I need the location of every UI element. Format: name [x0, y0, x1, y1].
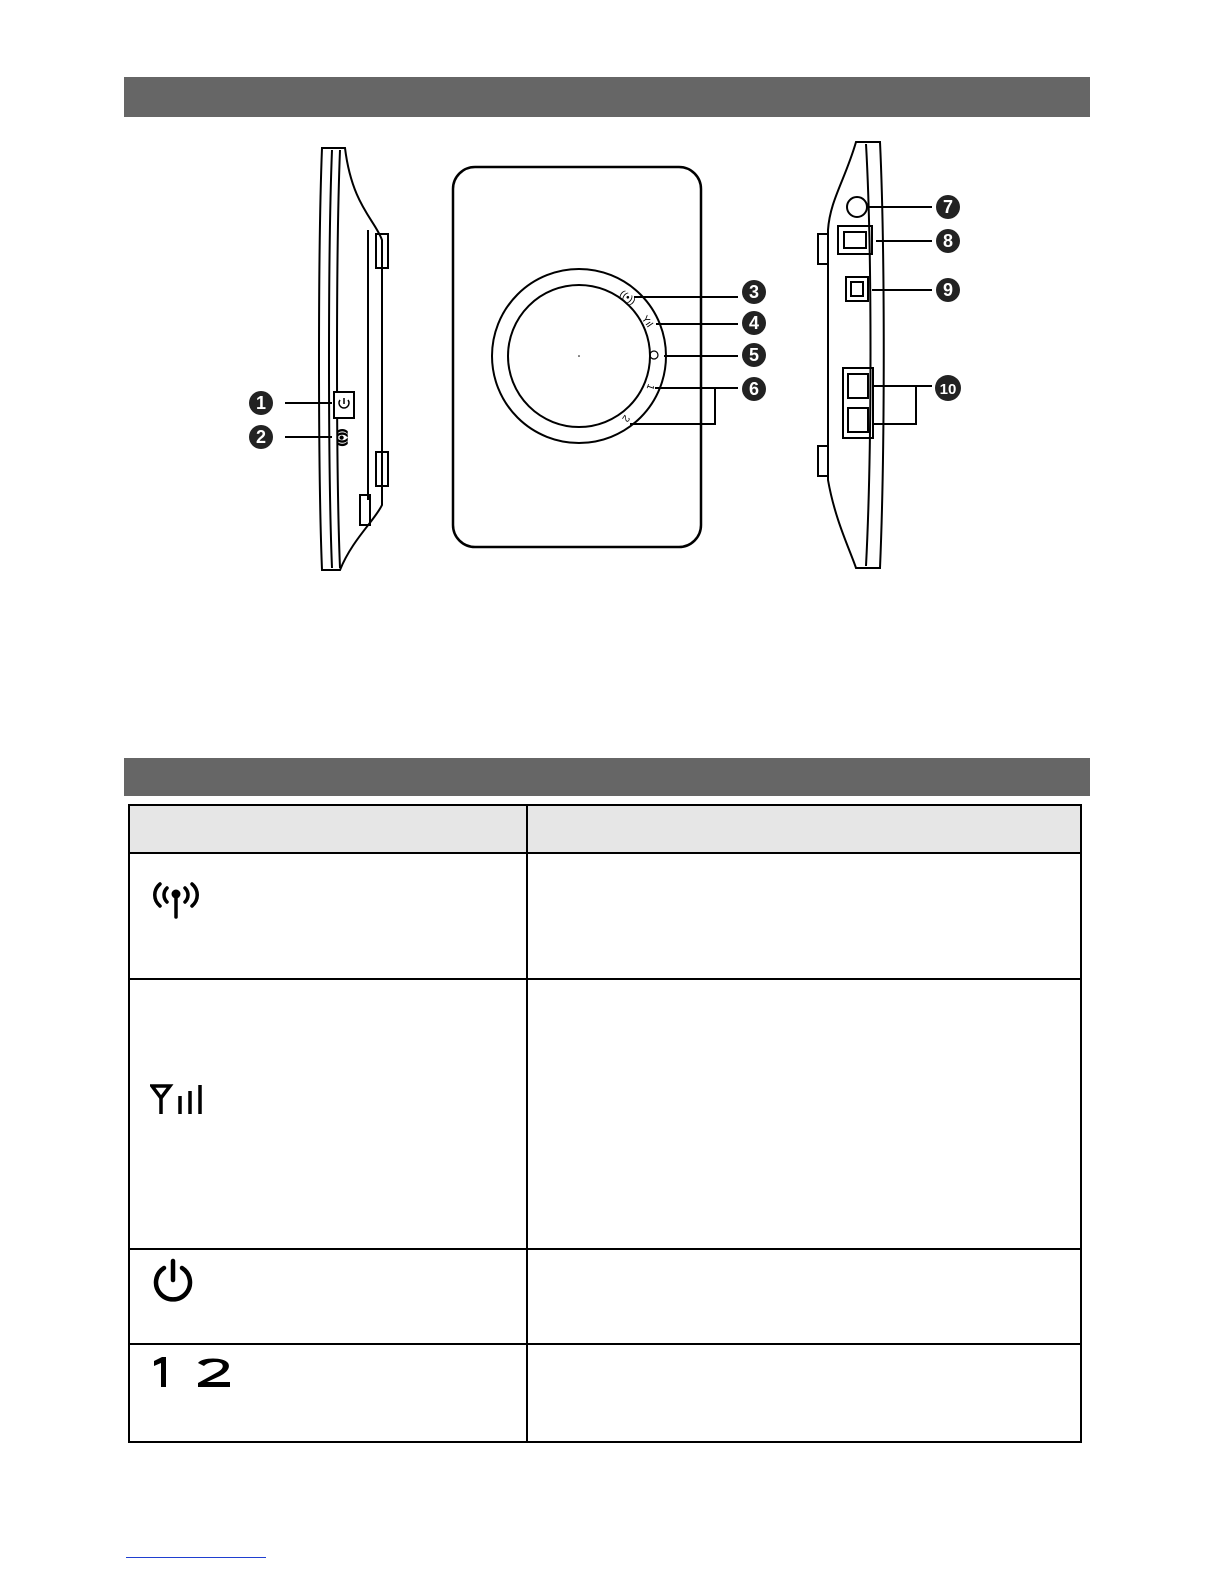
description-cell — [527, 853, 1081, 979]
svg-text:Yıl: Yıl — [638, 313, 655, 330]
svg-text:8: 8 — [942, 231, 954, 251]
callout-7 — [936, 195, 960, 219]
left-side-view — [319, 148, 388, 570]
right-side-view — [818, 142, 884, 568]
callout-5 — [742, 343, 766, 367]
callout-3 — [742, 280, 766, 304]
table-row — [129, 853, 1081, 979]
port-1-2-indicator-icon — [150, 1355, 240, 1391]
indicator-cell — [129, 1249, 527, 1344]
svg-text:((•)): ((•)) — [617, 288, 638, 308]
network-signal-strength-icon — [150, 1082, 206, 1116]
footer-link-underline — [126, 1557, 266, 1558]
svg-text:2: 2 — [255, 427, 267, 447]
description-cell — [527, 1249, 1081, 1344]
table-row — [129, 979, 1081, 1249]
indicator-cell — [129, 853, 527, 979]
device-diagram — [0, 0, 1224, 620]
table-header-row — [129, 805, 1081, 853]
table-row — [129, 1344, 1081, 1442]
callout-1 — [249, 391, 273, 415]
wireless-signal-icon — [150, 880, 202, 920]
callout-8 — [936, 229, 960, 253]
callout-6 — [742, 377, 766, 401]
led-indicators-header-bar — [124, 758, 1090, 796]
table-header-description — [527, 805, 1081, 853]
callout-4 — [742, 311, 766, 335]
svg-text:10: 10 — [939, 381, 957, 398]
description-cell — [527, 1344, 1081, 1442]
callout-9 — [936, 278, 960, 302]
svg-text:3: 3 — [748, 282, 760, 302]
callout-2 — [249, 425, 273, 449]
front-view — [453, 167, 701, 547]
indicator-cell — [129, 1344, 527, 1442]
svg-text:6: 6 — [748, 379, 760, 399]
svg-text:((•)): ((•)) — [337, 429, 348, 446]
svg-text:1: 1 — [643, 382, 657, 392]
power-icon — [150, 1258, 196, 1304]
svg-text:5: 5 — [748, 345, 760, 365]
indicator-cell — [129, 979, 527, 1249]
svg-text:7: 7 — [942, 197, 954, 217]
table-header-indicator — [129, 805, 527, 853]
led-indicator-table — [128, 804, 1082, 1443]
svg-text:4: 4 — [748, 313, 760, 333]
description-cell — [527, 979, 1081, 1249]
callout-10 — [935, 375, 961, 401]
svg-text:1: 1 — [255, 393, 267, 413]
table-row — [129, 1249, 1081, 1344]
svg-text:2: 2 — [619, 412, 632, 424]
svg-text:9: 9 — [942, 280, 954, 300]
